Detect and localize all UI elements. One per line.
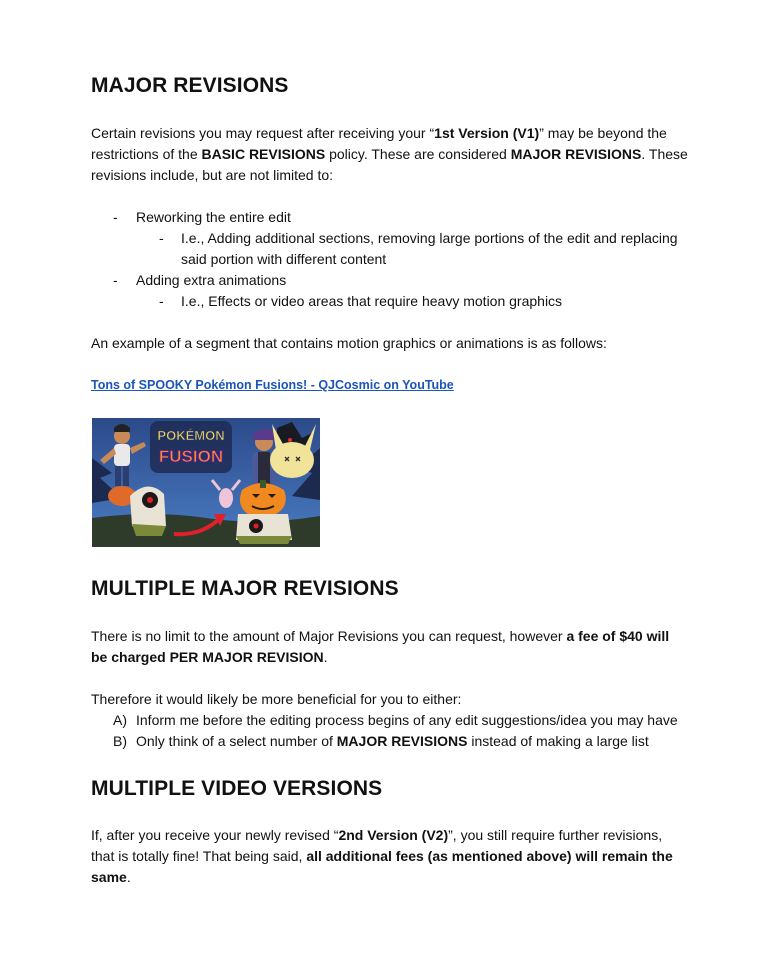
major-revisions-intro <box>91 123 691 186</box>
list-marker-b: B) <box>113 733 127 749</box>
text-run: . <box>323 649 328 665</box>
thumbnail-logo-bottom: FUSION <box>158 447 224 466</box>
bullet-reworking: Reworking the entire edit <box>136 209 291 225</box>
bold-text: 2nd Version (V2) <box>338 827 449 843</box>
text-run: There is no limit to the amount of Major Revisions you can request, however <box>91 628 567 644</box>
heading-multiple-video-versions: MULTIPLE VIDEO VERSIONS <box>91 777 383 800</box>
bold-text: MAJOR REVISIONS <box>510 146 642 162</box>
text-run: instead of making a large list <box>467 733 649 749</box>
bold-text: BASIC REVISIONS <box>201 146 326 162</box>
text-run: ”, you still require further revisions, that is totally fine! That being said, <box>91 827 663 864</box>
text-run: . These revisions include, but are not limited to: <box>91 146 688 183</box>
text-run: policy. These are considered <box>325 146 511 162</box>
sub-bullet-animations: I.e., Effects or video areas that require heavy motion graphics <box>181 293 563 309</box>
video-thumbnail[interactable] <box>92 418 320 547</box>
text-run: Only think of a select number of <box>136 733 337 749</box>
bold-text: 1st Version (V1) <box>434 125 540 141</box>
text-run: Certain revisions you may request after receiving your “ <box>91 125 435 141</box>
text-run: . <box>126 869 131 885</box>
text-run: ” may be beyond the restrictions of the <box>91 125 667 162</box>
thumbnail-logo-top: POKÉMON <box>157 428 225 443</box>
bullet-animations: Adding extra animations <box>136 272 287 288</box>
youtube-video-link[interactable]: Tons of SPOOKY Pokémon Fusions! - QJCosmic on YouTube <box>91 378 454 392</box>
sub-bullet-reworking-line2: said portion with different content <box>181 251 387 267</box>
sub-bullet-dash: - <box>159 230 164 246</box>
bold-text: a fee of $40 will be charged PER MAJOR REVISION <box>91 628 670 665</box>
sub-bullet-dash: - <box>159 293 164 309</box>
bullet-dash: - <box>113 272 118 288</box>
fee-paragraph <box>91 626 671 668</box>
bullet-dash: - <box>113 209 118 225</box>
text-run: Inform me before the editing process begins of any edit suggestions/idea you may have <box>136 712 678 728</box>
bold-text: MAJOR REVISIONS <box>336 733 468 749</box>
list-marker-a: A) <box>113 712 127 728</box>
sub-bullet-reworking-line1: I.e., Adding additional sections, removing large portions of the edit and replacing <box>181 230 678 246</box>
list-item-inform <box>136 710 678 731</box>
heading-major-revisions: MAJOR REVISIONS <box>91 74 289 97</box>
thumbnail-illustration <box>92 418 320 547</box>
bold-text: all additional fees (as mentioned above) will remain the same <box>91 848 673 885</box>
heading-multiple-major-revisions: MULTIPLE MAJOR REVISIONS <box>91 577 399 600</box>
list-item-select <box>136 731 649 752</box>
beneficial-text: Therefore it would likely be more beneficial for you to either: <box>91 691 462 707</box>
text-run: If, after you receive your newly revised “ <box>91 827 339 843</box>
example-text: An example of a segment that contains motion graphics or animations is as follows: <box>91 335 607 351</box>
video-versions-paragraph <box>91 825 681 888</box>
